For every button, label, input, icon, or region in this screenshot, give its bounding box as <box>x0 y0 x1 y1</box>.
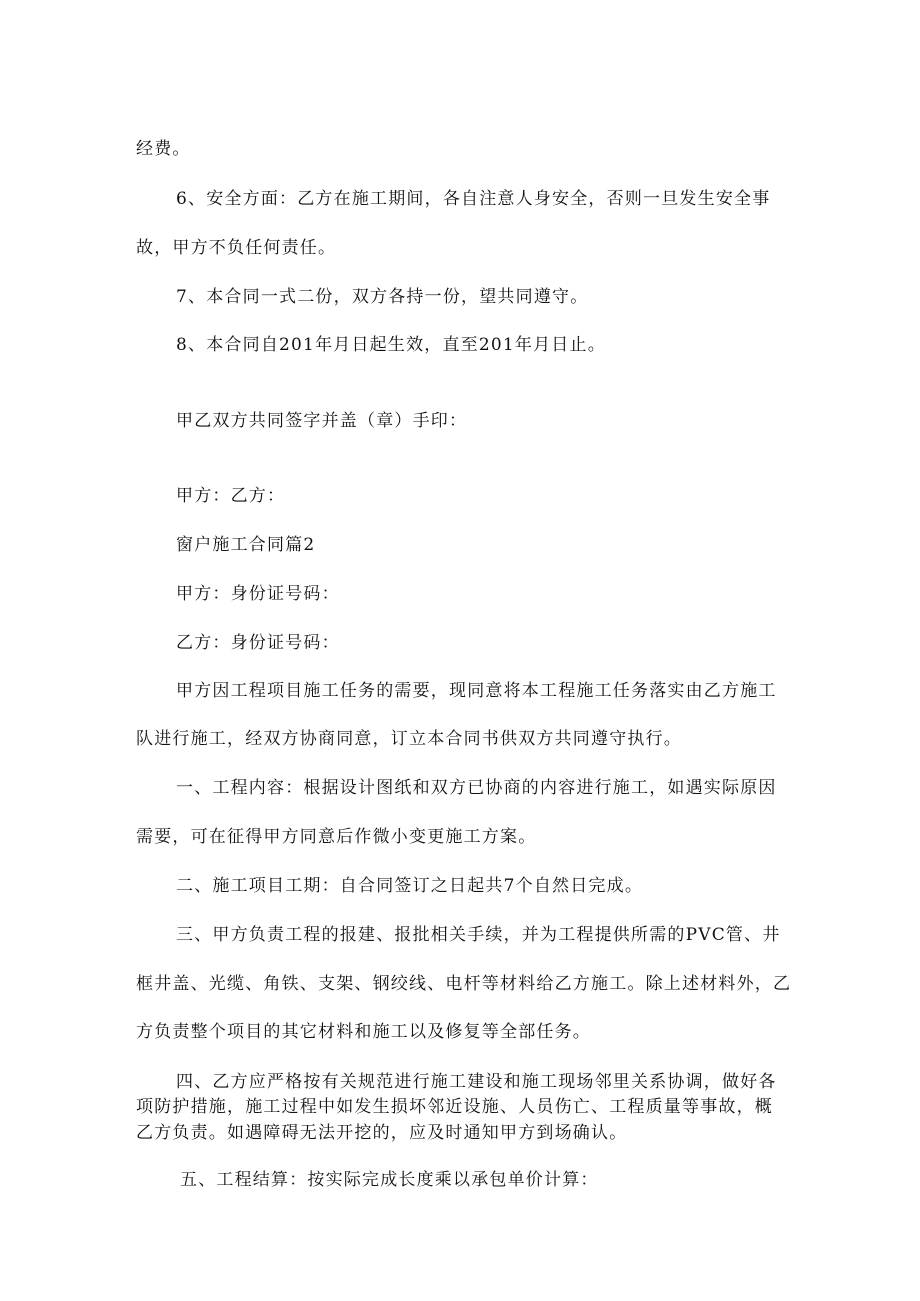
text-line: 三、甲方负责工程的报建、报批相关手续，并为工程提供所需的PVC管、井 <box>176 925 781 945</box>
text-line: 甲方因工程项目施工任务的需要，现同意将本工程施工任务落实由乙方施工 <box>176 681 777 701</box>
text-line: 项防护措施，施工过程中如发生损坏邻近设施、人员伤亡、工程质量等事故，概 <box>136 1097 773 1117</box>
text-line: 故，甲方不负任何责任。 <box>136 238 337 258</box>
text-line: 四、乙方应严格按有关规范进行施工建设和施工现场邻里关系协调，做好各 <box>176 1072 777 1092</box>
party-signatures: 甲方：乙方： <box>176 486 286 506</box>
text-line: 7、本合同一式二份，双方各持一份，望共同遵守。 <box>176 287 589 307</box>
text-line: 8、本合同自201年月日起生效，直至201年月日止。 <box>176 335 606 355</box>
text-line: 二、施工项目工期：自合同签订之日起共7个自然日完成。 <box>176 876 644 896</box>
text-line: 需要，可在征得甲方同意后作微小变更施工方案。 <box>136 827 537 847</box>
party-b-id: 乙方：身份证号码： <box>176 633 340 653</box>
text-line: 经费。 <box>136 139 191 159</box>
text-line: 五、工程结算：按实际完成长度乘以承包单价计算： <box>180 1170 599 1190</box>
text-line: 框井盖、光缆、角铁、支架、钢绞线、电杆等材料给乙方施工。除上述材料外，乙 <box>136 974 792 994</box>
section-title: 窗户施工合同篇2 <box>176 535 316 555</box>
text-line: 一、工程内容：根据设计图纸和双方已协商的内容进行施工，如遇实际原因 <box>176 778 777 798</box>
text-line: 乙方负责。如遇障碍无法开挖的，应及时通知甲方到场确认。 <box>136 1123 628 1143</box>
text-line: 6、安全方面：乙方在施工期间，各自注意人身安全，否则一旦发生安全事 <box>176 189 771 209</box>
text-line: 队进行施工，经双方协商同意，订立本合同书供双方共同遵守执行。 <box>136 729 682 749</box>
text-line: 方负责整个项目的其它材料和施工以及修复等全部任务。 <box>136 1022 591 1042</box>
signature-instruction: 甲乙双方共同签字并盖（章）手印： <box>176 411 468 431</box>
party-a-id: 甲方：身份证号码： <box>176 584 340 604</box>
